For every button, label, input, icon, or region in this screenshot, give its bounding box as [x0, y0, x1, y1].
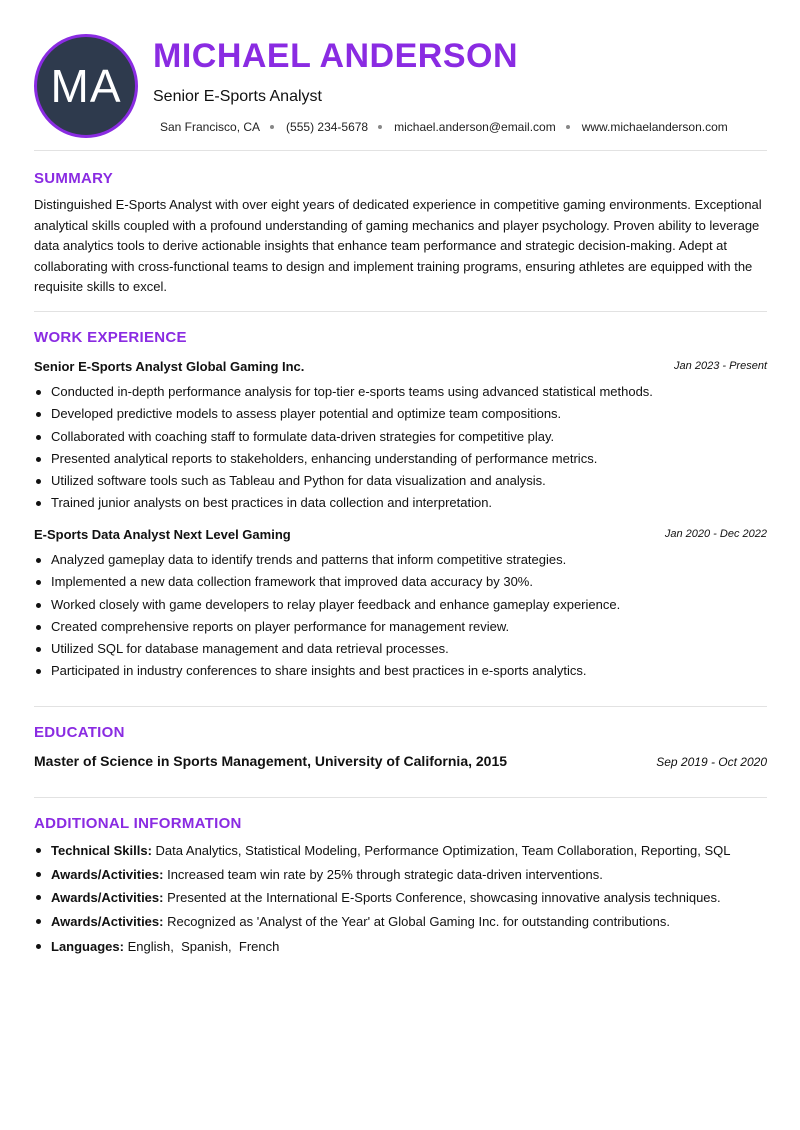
list-item: Conducted in-depth performance analysis for top-tier e-sports teams using advanced statistical methods. [34, 381, 767, 403]
contact-info [160, 120, 728, 134]
additional-list [34, 839, 767, 959]
list-item: Collaborated with coaching staff to formulate data-driven strategies for competitive play. [34, 426, 767, 448]
job-title: Senior E-Sports Analyst [153, 88, 322, 105]
info-value: Presented at the International E-Sports Conference, showcasing innovative analysis techniques. [167, 890, 721, 905]
job-header [34, 527, 767, 545]
info-label: Languages: [51, 939, 124, 954]
list-item [34, 935, 767, 959]
experience-heading: WORK EXPERIENCE [34, 329, 187, 346]
education-degree: Master of Science in Sports Management, University of California, 2015 [34, 753, 508, 769]
resume-header [0, 0, 800, 150]
divider [34, 150, 767, 151]
summary-text: Distinguished E-Sports Analyst with over eight years of dedicated experience in competitive gaming environments. Exceptional analytical skills coupled with a profound understanding of gaming mechanics and player psychology. Proven ability to leverage data analytics tools to derive actionable insights that enhance team performance and strategic decision-making. Adept at collaborating with cross-functional teams to design and implement training programs, ensuring athletes are equipped with the requisite skills to excel. [34, 197, 762, 294]
info-value: Recognized as 'Analyst of the Year' at Global Gaming Inc. for outstanding contributions. [167, 913, 670, 929]
separator-dot [566, 125, 570, 129]
separator-dot [270, 125, 274, 129]
divider [34, 706, 767, 707]
list-item: Presented analytical reports to stakeholders, enhancing understanding of performance metrics. [34, 448, 767, 470]
info-label: Awards/Activities: [51, 890, 164, 905]
candidate-name: MICHAEL ANDERSON [153, 37, 519, 75]
info-label: Awards/Activities: [51, 913, 164, 929]
info-label: Awards/Activities: [51, 866, 164, 882]
education-date: Sep 2019 - Oct 2020 [656, 755, 767, 769]
info-label: Technical Skills: [51, 843, 152, 858]
list-item: Utilized SQL for database management and data retrieval processes. [34, 638, 767, 660]
education-entry [34, 753, 767, 773]
info-value: English, Spanish, French [127, 939, 280, 954]
education-heading: EDUCATION [34, 724, 125, 741]
job-bullets [34, 549, 767, 683]
divider [34, 797, 767, 798]
list-item [34, 839, 767, 863]
list-item: Implemented a new data collection framework that improved data accuracy by 30%. [34, 571, 767, 593]
divider [34, 311, 767, 312]
avatar [34, 34, 138, 138]
summary-heading: SUMMARY [34, 170, 114, 187]
avatar-initials: MA [50, 60, 122, 112]
job-role: Senior E-Sports Analyst Global Gaming Inc. [34, 359, 305, 374]
contact-location: San Francisco, CA [160, 120, 261, 134]
list-item: Trained junior analysts on best practices in data collection and interpretation. [34, 492, 767, 514]
list-item: Worked closely with game developers to relay player feedback and enhance gameplay experience. [34, 594, 767, 616]
info-value: Data Analytics, Statistical Modeling, Performance Optimization, Team Collaboration, Reporting, SQL [155, 843, 731, 858]
list-item [34, 886, 767, 910]
separator-dot [378, 125, 382, 129]
additional-heading: ADDITIONAL INFORMATION [34, 815, 242, 832]
list-item: Developed predictive models to assess player potential and optimize team compositions. [34, 403, 767, 425]
job-bullets [34, 381, 767, 515]
contact-phone: (555) 234-5678 [286, 120, 369, 134]
list-item: Utilized software tools such as Tableau and Python for data visualization and analysis. [34, 470, 767, 492]
contact-website[interactable]: www.michaelanderson.com [581, 120, 728, 134]
job-date: Jan 2023 - Present [674, 360, 767, 372]
job-role: E-Sports Data Analyst Next Level Gaming [34, 527, 291, 542]
list-item: Participated in industry conferences to share insights and best practices in e-sports analytics. [34, 660, 767, 682]
list-item [34, 910, 767, 934]
contact-email[interactable]: michael.anderson@email.com [394, 120, 556, 134]
list-item [34, 863, 767, 887]
job-header [34, 359, 767, 377]
job-date: Jan 2020 - Dec 2022 [664, 528, 767, 540]
list-item: Analyzed gameplay data to identify trends and patterns that inform competitive strategies. [34, 549, 767, 571]
list-item: Created comprehensive reports on player performance for management review. [34, 616, 767, 638]
info-value: Increased team win rate by 25% through strategic data-driven interventions. [167, 866, 603, 882]
